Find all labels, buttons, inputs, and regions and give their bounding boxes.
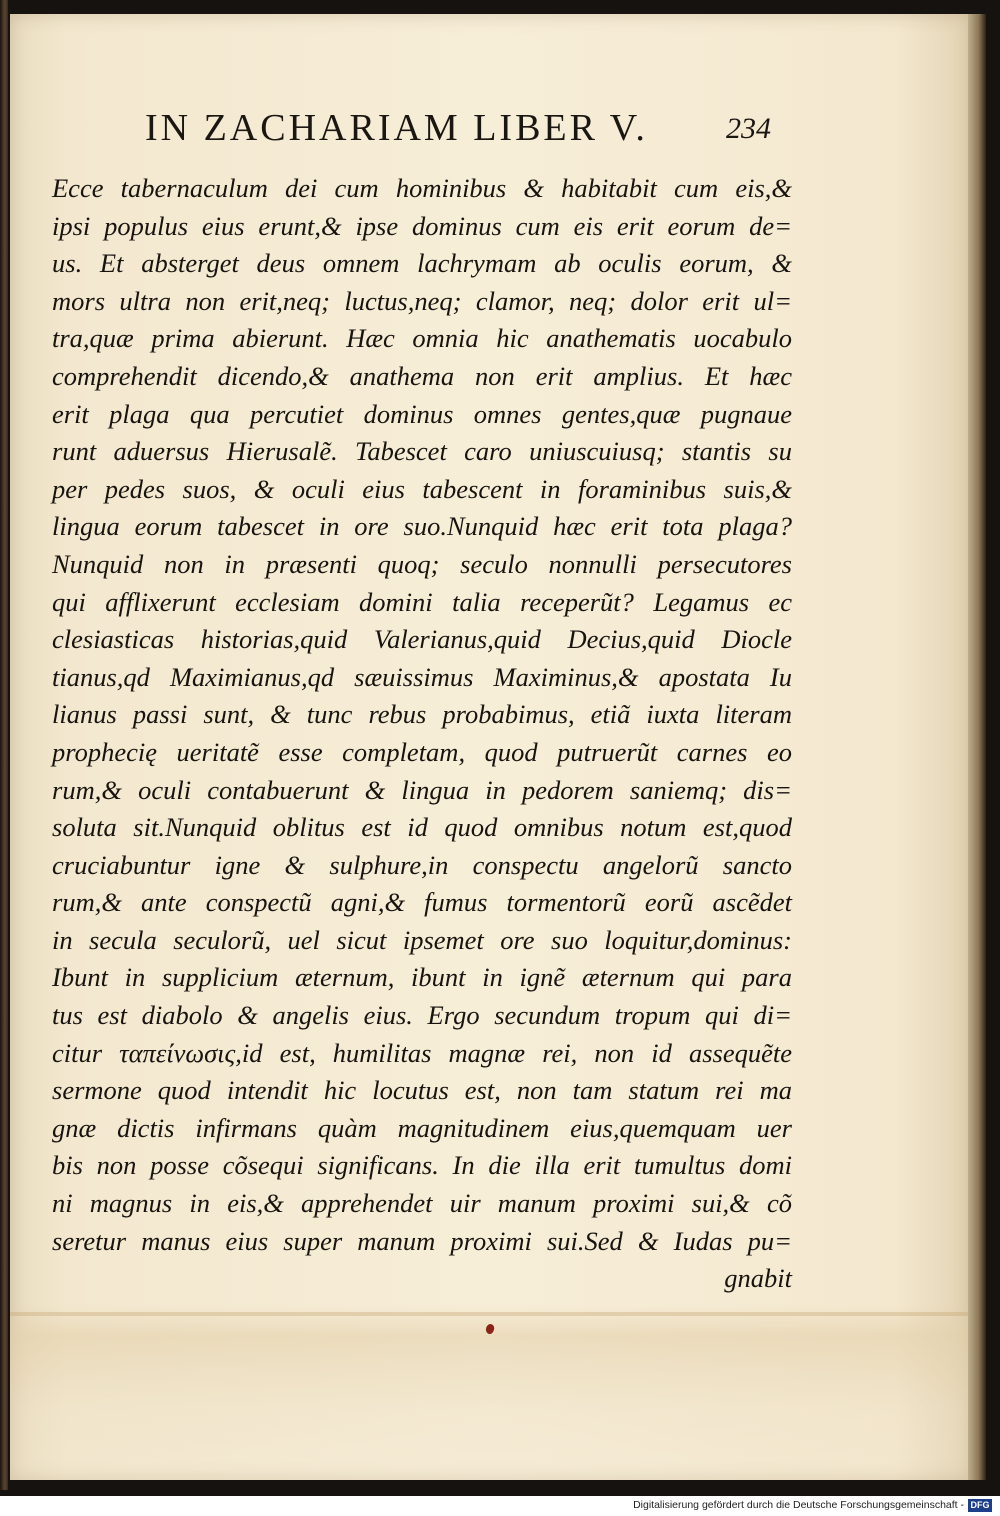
text-line: lingua eorum tabescet in ore suo.Nunquid hæc erit tota plaga?: [52, 511, 792, 542]
text-line: Nunquid non in præsenti quoq; seculo nonnulli persecutores: [52, 548, 792, 579]
text-line: runt aduersus Hierusalẽ. Tabescet caro uniuscuiusq; stantis su: [52, 436, 792, 467]
text-line: citur ταπείνωσις,id est, humilitas magnæ rei, non id assequẽte: [52, 1037, 792, 1068]
running-head: [10, 106, 972, 156]
text-line: sermone quod intendit hic locutus est, non tam statum rei ma: [52, 1075, 792, 1106]
text-line: tus est diabolo & angelis eius. Ergo secundum tropum qui di=: [52, 1000, 792, 1031]
text-line: lianus passi sunt, & tunc rebus probabimus, etiã iuxta literam: [52, 699, 792, 730]
body-text: [52, 170, 792, 1298]
text-line: tianus,qd Maximianus,qd sæuissimus Maximinus,& apostata Iu: [52, 661, 792, 692]
stain-tide-line: [10, 1312, 972, 1316]
text-line: ni magnus in eis,& apprehendet uir manum proximi sui,& cõ: [52, 1188, 792, 1219]
text-line: per pedes suos, & oculi eius tabescent in foraminibus suis,&: [52, 473, 792, 504]
text-line: seretur manus eius super manum proximi sui.Sed & Iudas pu=: [52, 1225, 792, 1256]
footer-bar: [0, 1496, 1000, 1516]
text-line: qui afflixerunt ecclesiam domini talia receperũt? Legamus ec: [52, 586, 792, 617]
funding-credit: Digitalisierung gefördert durch die Deutsche Forschungsgemeinschaft -: [633, 1499, 964, 1511]
text-line: us. Et absterget deus omnem lachrymam ab oculis eorum, &: [52, 248, 792, 279]
running-head-title: IN ZACHARIAM LIBER V.: [145, 107, 648, 149]
text-line: mors ultra non erit,neq; luctus,neq; clamor, neq; dolor erit ul=: [52, 285, 792, 316]
text-line: rum,& oculi contabuerunt & lingua in pedorem saniemq; dis=: [52, 774, 792, 805]
text-line: cruciabuntur igne & sulphure,in conspectu angelorũ sancto: [52, 849, 792, 880]
dfg-logo-icon: DFG: [968, 1499, 992, 1512]
text-line: in secula seculorũ, uel sicut ipsemet ore suo loquitur,dominus:: [52, 924, 792, 955]
text-line: Ibunt in supplicium æternum, ibunt in ignẽ æternum qui para: [52, 962, 792, 993]
text-line: Ecce tabernaculum dei cum hominibus & habitabit cum eis,&: [52, 173, 792, 203]
catchword: gnabit: [724, 1263, 792, 1294]
text-line: rum,& ante conspectũ agni,& fumus tormentorũ eorũ ascẽdet: [52, 887, 792, 918]
book-page: [10, 14, 972, 1480]
text-line: comprehendit dicendo,& anathema non erit amplius. Et hæc: [52, 360, 792, 391]
book-binding-edge: [0, 0, 8, 1490]
text-line: soluta sit.Nunquid oblitus est id quod omnibus notum est,quod: [52, 812, 792, 843]
text-line: clesiasticas historias,quid Valerianus,quid Decius,quid Diocle: [52, 624, 792, 655]
text-line: bis non posse cõsequi significans. In die illa erit tumultus domi: [52, 1150, 792, 1181]
text-line: gnæ dictis infirmans quàm magnitudinem eius,quemquam uer: [52, 1112, 792, 1143]
text-line: erit plaga qua percutiet dominus omnes gentes,quæ pugnaue: [52, 398, 792, 429]
text-line: prophecię ueritatẽ esse completam, quod putruerũt carnes eo: [52, 736, 792, 767]
text-line: ipsi populus eius erunt,& ipse dominus cum eis erit eorum de=: [52, 210, 792, 241]
page-edge: [968, 14, 986, 1480]
text-line: tra,quæ prima abierunt. Hæc omnia hic anathematis uocabulo: [52, 323, 792, 354]
folio-number: 234: [726, 112, 771, 145]
